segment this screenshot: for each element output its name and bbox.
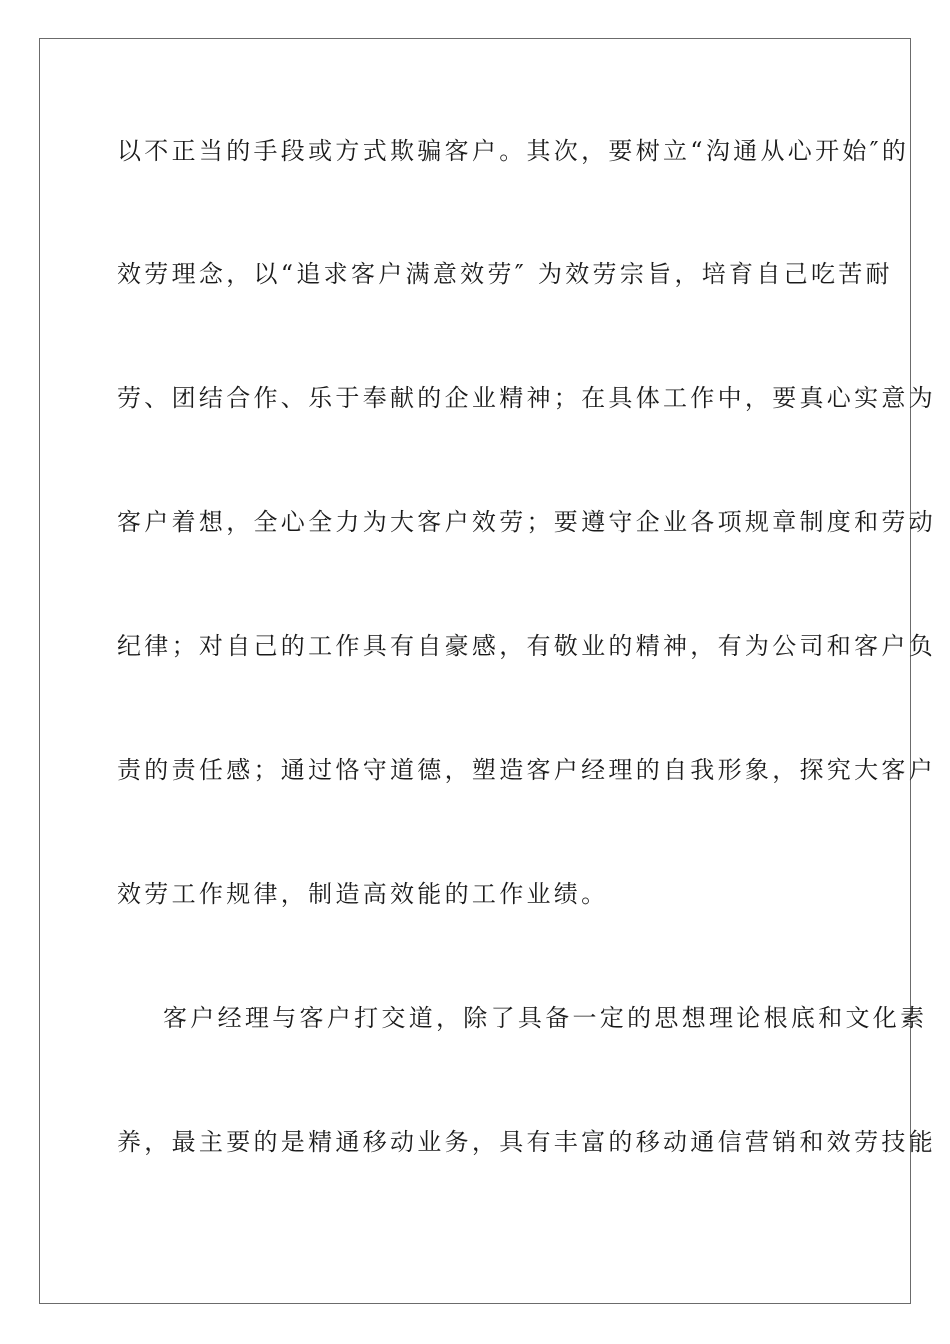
text-line: 责的责任感；通过恪守道德，塑造客户经理的自我形象，探究大客户 bbox=[117, 756, 936, 784]
text-line: 养，最主要的是精通移动业务，具有丰富的移动通信营销和效劳技能 bbox=[117, 1128, 936, 1156]
text-line: 纪律；对自己的工作具有自豪感，有敬业的精神，有为公司和客户负 bbox=[117, 632, 936, 660]
text-line: 客户经理与客户打交道，除了具备一定的思想理论根底和文化素 bbox=[163, 1004, 928, 1032]
text-line: 效劳工作规律，制造高效能的工作业绩。 bbox=[117, 880, 609, 908]
text-line: 客户着想，全心全力为大客户效劳；要遵守企业各项规章制度和劳动 bbox=[117, 508, 936, 536]
page-frame bbox=[39, 38, 936, 1304]
text-line: 劳、团结合作、乐于奉献的企业精神；在具体工作中，要真心实意为 bbox=[117, 384, 936, 412]
text-line: 以不正当的手段或方式欺骗客户。其次，要树立“沟通从心开始″的 bbox=[117, 137, 910, 165]
text-line: 效劳理念，以“追求客户满意效劳″ 为效劳宗旨，培育自己吃苦耐 bbox=[117, 260, 893, 288]
